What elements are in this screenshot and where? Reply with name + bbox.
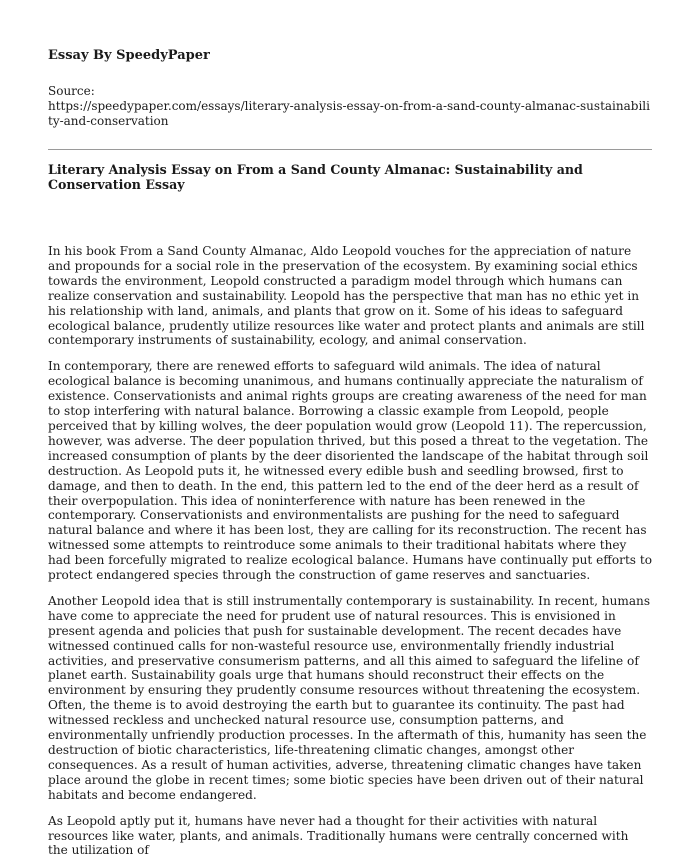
header-divider [48,149,652,150]
essay-paragraph: In his book From a Sand County Almanac, Aldo Leopold vouches for the appreciation of nature and propounds for a social role in the preservation of the ecosystem. By examining social ethics towards the environment, Leopold constructed a paradigm model through which humans can realize conservation and sustainability. Leopold has the perspective that man has no ethic yet in his relationship with land, animals, and plants that grow on it. Some of his ideas to safeguard ecological balance, prudently utilize resources like water and protect plants and animals are still contemporary instruments of sustainability, ecology, and animal conservation. [48,244,645,348]
essay-title: Literary Analysis Essay on From a Sand County Almanac: Sustainability and Conservation Essay [48,162,583,192]
document-header-title: Essay By SpeedyPaper [48,48,210,63]
source-label: Source: [48,84,95,98]
source-url: https://speedypaper.com/essays/literary-analysis-essay-on-from-a-sand-county-almanac-sustainability-and-conservation [48,99,650,128]
essay-paragraph: In contemporary, there are renewed efforts to safeguard wild animals. The idea of natural ecological balance is becoming unanimous, and humans continually appreciate the naturalism of existence. Conservationists and animal rights groups are creating awareness of the need for man to stop interfering with natural balance. Borrowing a classic example from Leopold, people perceived that by killing wolves, the deer population would grow (Leopold 11). The repercussion, however, was adverse. The deer population thrived, but this posed a threat to the vegetation. The increased consumption of plants by the deer disoriented the landscape of the habitat through soil destruction. As Leopold puts it, he witnessed every edible bush and seedling browsed, first to damage, and then to death. In the end, this pattern led to the end of the deer herd as a result of their overpopulation. This idea of noninterference with nature has been renewed in the contemporary. Conservationists and environmentalists are pushing for the need to safeguard natural balance and where it has been lost, they are calling for its reconstruction. The recent has witnessed some attempts to reintroduce some animals to their traditional habitats where they had been forcefully migrated to realize ecological balance. Humans have continually put efforts to protect endangered species through the construction of game reserves and sanctuaries. [48,359,652,583]
essay-paragraph: Another Leopold idea that is still instrumentally contemporary is sustainability. In recent, humans have come to appreciate the need for prudent use of natural resources. This is envisioned in present agenda and policies that push for sustainable development. The recent decades have witnessed continued calls for non-wasteful resource use, environmentally friendly industrial activities, and preservative consumerism patterns, and all this aimed to safeguard the lifeline of planet earth. Sustainability goals urge that humans should reconstruct their effects on the environment by ensuring they prudently consume resources without threatening the ecosystem. Often, the theme is to avoid destroying the earth but to guarantee its continuity. The past had witnessed reckless and unchecked natural resource use, consumption patterns, and environmentally unfriendly production processes. In the aftermath of this, humanity has seen the destruction of biotic characteristics, life-threatening climatic changes, amongst other consequences. As a result of human activities, adverse, threatening climatic changes have taken place around the globe in recent times; some biotic species have been driven out of their natural habitats and become endangered. [48,593,651,802]
essay-paragraph: As Leopold aptly put it, humans have never had a thought for their activities with natural resources like water, plants, and animals. Traditionally humans were centrally concerned with the utilization of [48,813,629,858]
